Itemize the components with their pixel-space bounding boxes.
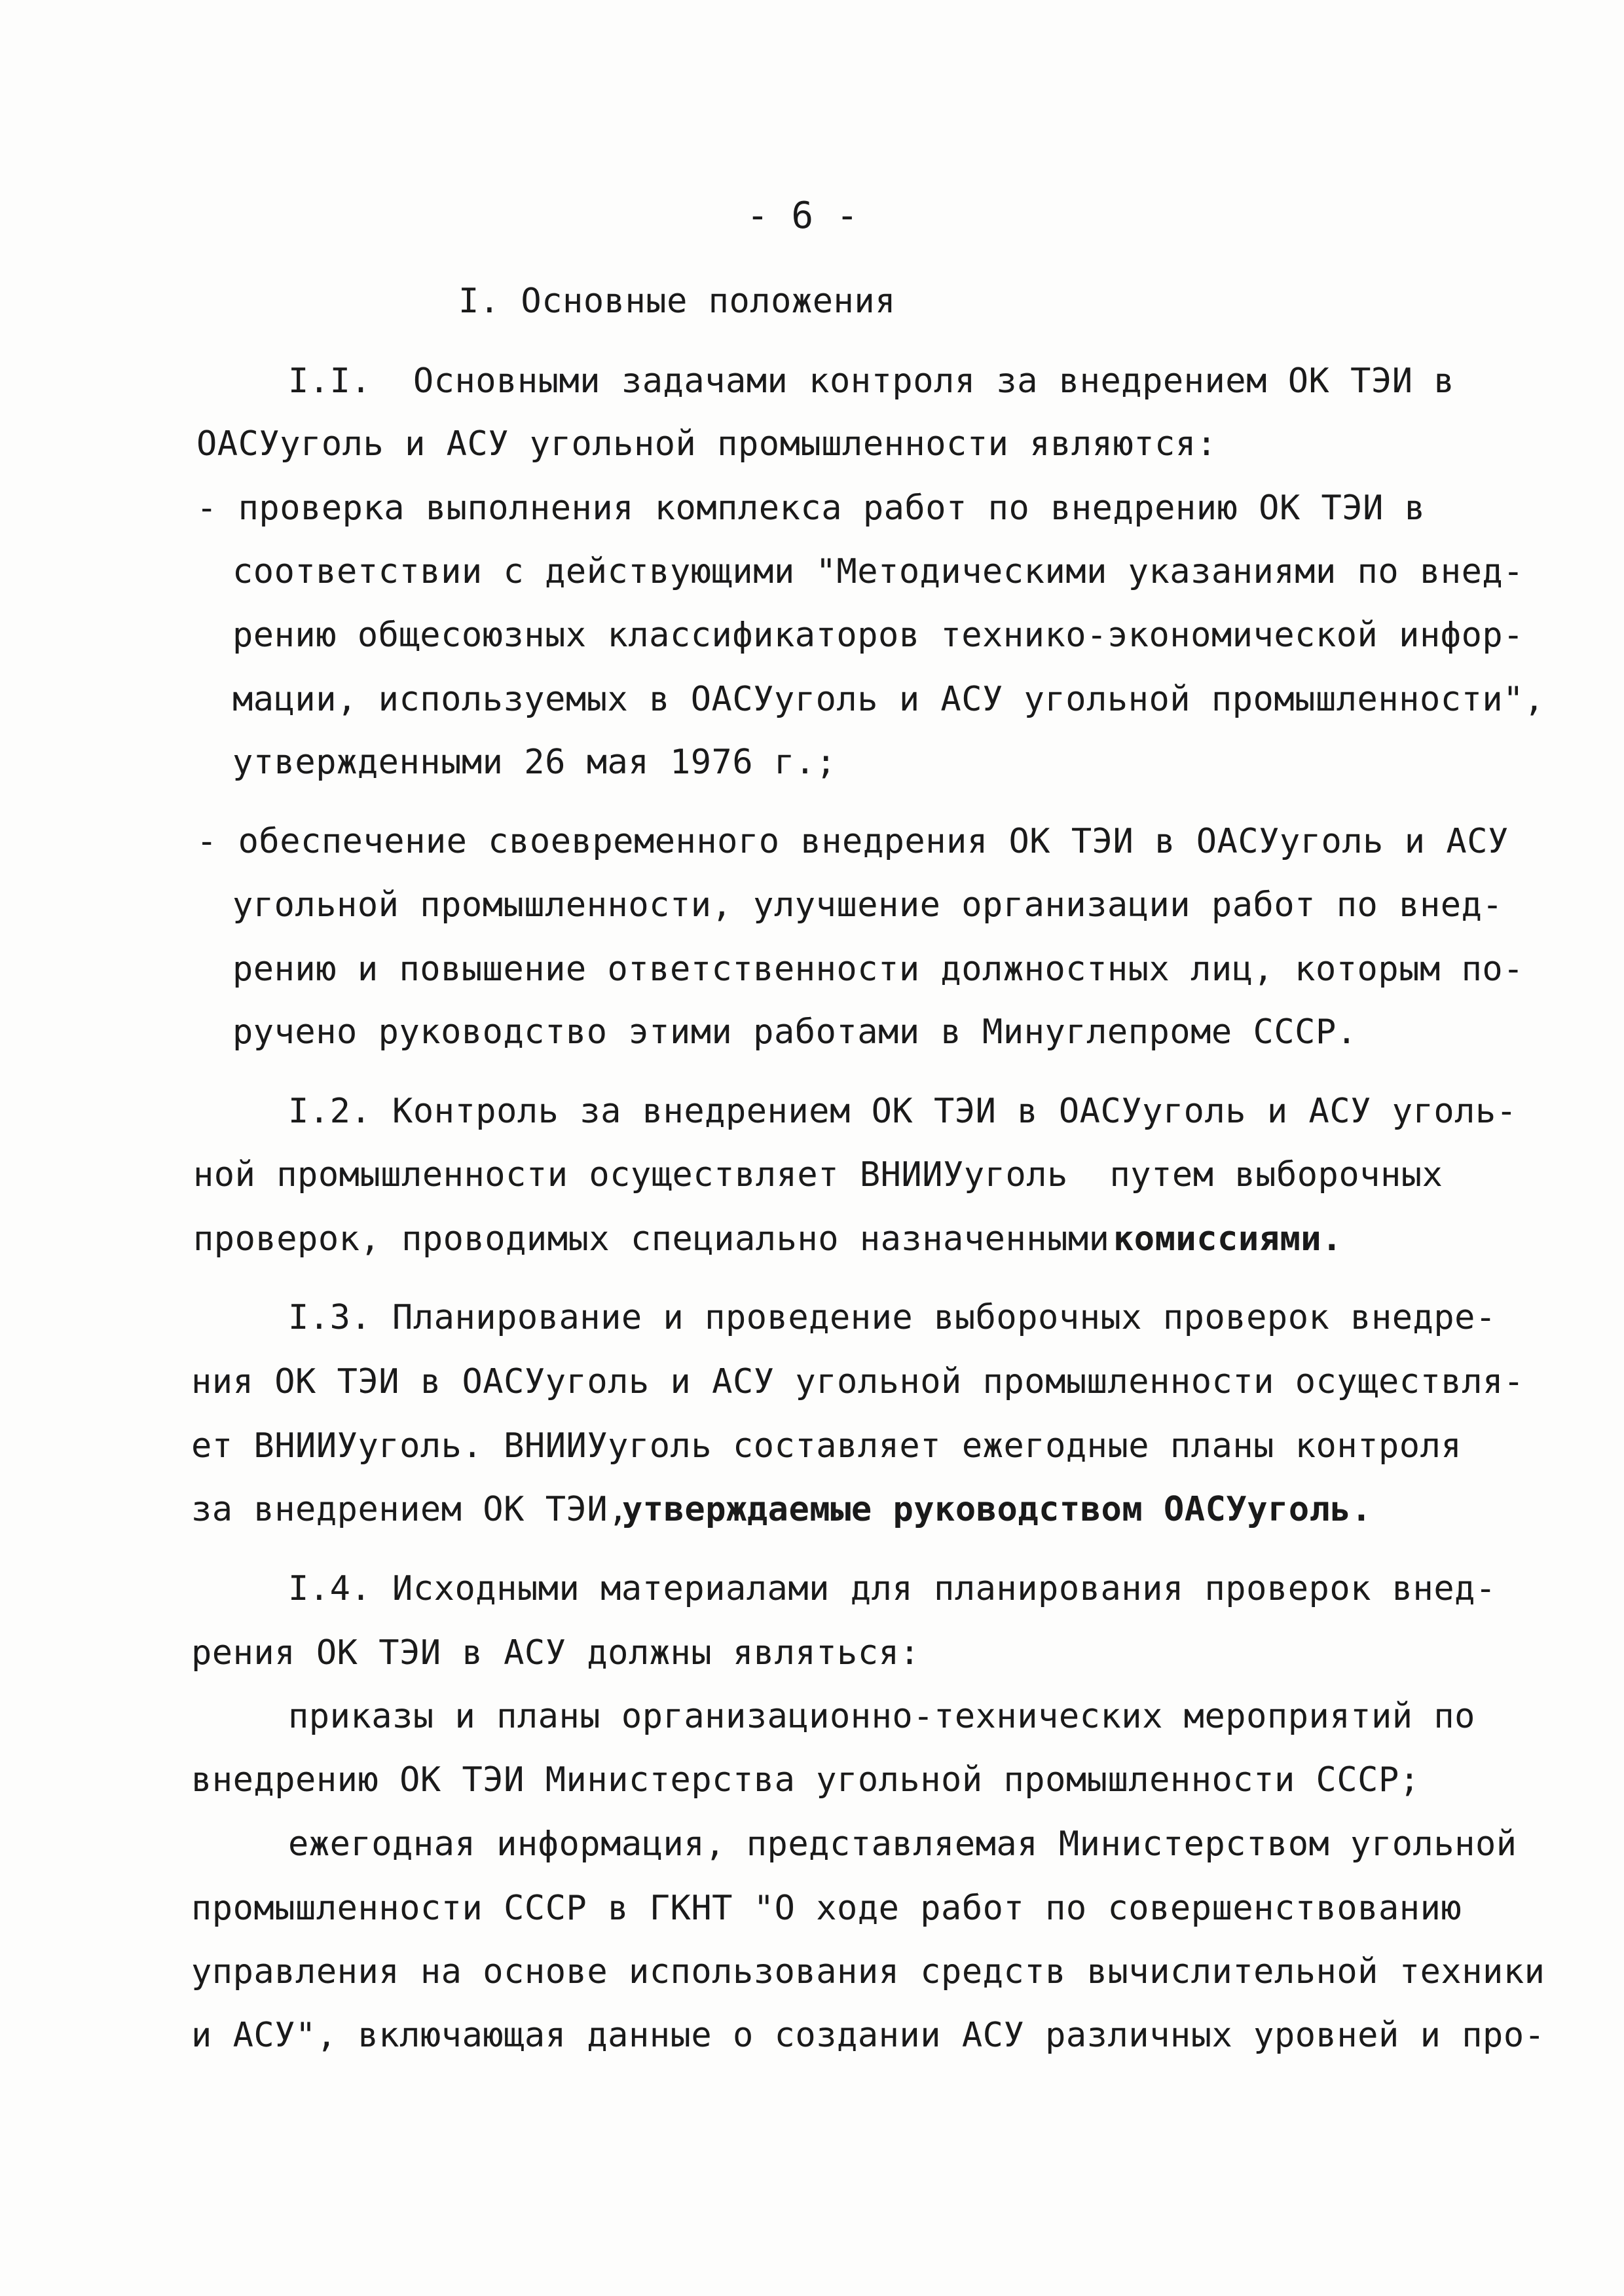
page-number: - 6 - — [747, 194, 859, 237]
text-line: угольной промышленности, улучшение организации работ по внед- — [232, 885, 1504, 925]
text-line: мации, используемых в ОАСУуголь и АСУ угольной промышленности", — [232, 680, 1545, 719]
text-line: - обеспечение своевременного внедрения ОК ТЭИ в ОАСУуголь и АСУ — [196, 822, 1509, 861]
text-line: и АСУ", включающая данные о создании АСУ различных уровней и про- — [191, 2016, 1545, 2055]
text-line: рению и повышение ответственности должностных лиц, которым по- — [232, 950, 1524, 989]
text-line: приказы и планы организационно-технических мероприятий по — [288, 1697, 1475, 1736]
text-line: I.3. Планирование и проведение выборочных проверок внедре- — [288, 1298, 1496, 1337]
text-line: ния ОК ТЭИ в ОАСУуголь и АСУ угольной промышленности осуществля- — [191, 1362, 1524, 1401]
text-line: внедрению ОК ТЭИ Министерства угольной промышленности СССР; — [191, 1760, 1420, 1800]
text-line: ручено руководство этими работами в Минуглепроме СССР. — [232, 1012, 1357, 1052]
text-line: рению общесоюзных классификаторов технико-экономической инфор- — [232, 616, 1524, 655]
text-line: утвержденными 26 мая 1976 г.; — [232, 743, 837, 782]
section-title: I. Основные положения — [458, 282, 896, 321]
text-line: рения ОК ТЭИ в АСУ должны являться: — [191, 1633, 921, 1673]
text-line-bold: комиссиями. — [1113, 1219, 1342, 1259]
text-line: управления на основе использования средств вычислительной техники — [191, 1952, 1545, 1991]
text-line: ежегодная информация, представляемая Министерством угольной — [288, 1824, 1517, 1864]
text-line: I.2. Контроль за внедрением ОК ТЭИ в ОАСУуголь и АСУ уголь- — [288, 1092, 1517, 1131]
text-line: ОАСУуголь и АСУ угольной промышленности являются: — [196, 424, 1217, 464]
text-line: промышленности СССР в ГКНТ "О ходе работ по совершенствованию — [191, 1889, 1462, 1928]
text-line: ной промышленности осуществляет ВНИИУуголь путем выборочных — [193, 1155, 1443, 1194]
text-line: за внедрением ОК ТЭИ, — [191, 1490, 629, 1529]
text-line: I.4. Исходными материалами для планирования проверок внед- — [288, 1569, 1496, 1608]
text-line: - проверка выполнения комплекса работ по внедрению ОК ТЭИ в — [196, 489, 1426, 528]
text-line-bold: утверждаемые руководством ОАСУуголь. — [622, 1490, 1373, 1529]
text-line: ет ВНИИУуголь. ВНИИУуголь составляет ежегодные планы контроля — [191, 1426, 1462, 1466]
text-line: проверок, проводимых специально назначенными — [193, 1219, 1110, 1259]
text-line: I.I. Основными задачами контроля за внедрением ОК ТЭИ в — [288, 361, 1455, 401]
text-line: соответствии с действующими "Методическими указаниями по внед- — [232, 552, 1524, 591]
